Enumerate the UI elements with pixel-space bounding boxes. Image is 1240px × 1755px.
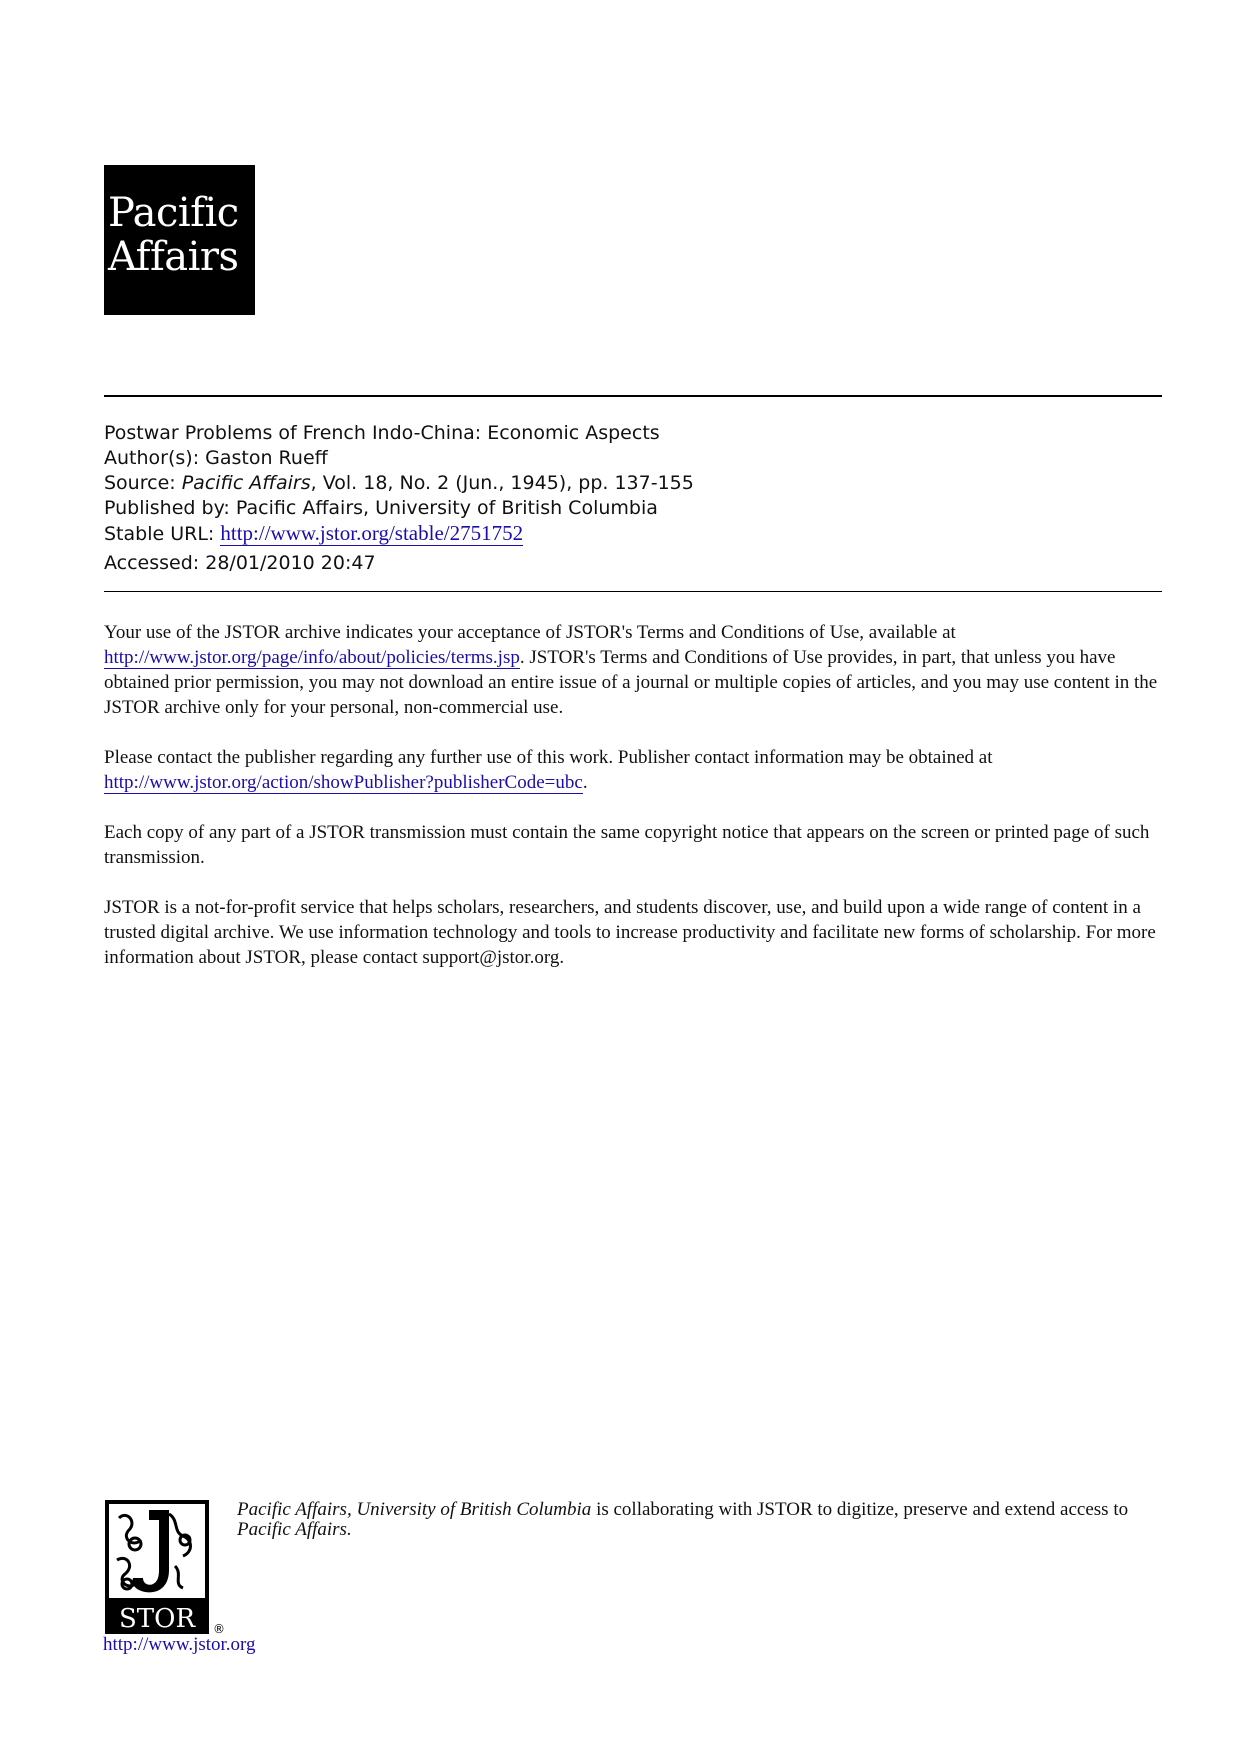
source-detail: , Vol. 18, No. 2 (Jun., 1945), pp. 137-155 [310, 472, 694, 494]
source-line [104, 471, 1162, 496]
collab-publisher: Pacific Affairs, University of British Columbia [237, 1499, 592, 1520]
jstor-home-link[interactable]: http://www.jstor.org [103, 1634, 256, 1655]
collaboration-statement [237, 1500, 1157, 1540]
source-label: Source: [104, 472, 176, 494]
author-line [104, 446, 1162, 471]
publisher-line [104, 496, 1162, 521]
accessed-date: 28/01/2010 20:47 [205, 552, 376, 574]
publisher-text-b: . [582, 772, 588, 793]
logo-line-1: Pacific [108, 190, 239, 236]
collab-journal: Pacific Affairs. [237, 1519, 352, 1540]
pacific-affairs-logo [104, 165, 255, 315]
middle-divider [104, 591, 1162, 592]
collab-text: is collaborating with JSTOR to digitize, preserve and extend access to [591, 1499, 1129, 1520]
stable-url-label: Stable URL: [104, 523, 215, 545]
article-title: Postwar Problems of French Indo-China: Economic Aspects [104, 422, 660, 444]
logo-line-2: Affairs [108, 234, 239, 280]
top-divider [104, 395, 1162, 397]
notice-paragraph-terms [104, 620, 1162, 720]
publisher-text-a: Please contact the publisher regarding any further use of this work. Publisher contact information may be obtained at [104, 747, 993, 768]
jstor-logo-text: STOR [118, 1604, 196, 1634]
terms-text-a: Your use of the JSTOR archive indicates your acceptance of JSTOR's Terms and Conditions of Use, available at [104, 622, 956, 643]
terms-notice [104, 620, 1162, 995]
author-name: Gaston Rueff [205, 447, 328, 469]
registered-mark: ® [213, 1622, 225, 1636]
footer-url [103, 1634, 256, 1656]
terms-text-b: . JSTOR's Terms and Conditions of Use provides, in part, that unless you have obtained prior permission, you may not download an entire issue of a journal or multiple copies of articles, and you may use content in the JSTOR archive only for your personal, non-commercial use. [104, 647, 1158, 718]
author-label: Author(s): [104, 447, 200, 469]
article-metadata [104, 421, 1162, 576]
jstor-logo [105, 1500, 209, 1634]
source-journal: Pacific Affairs [181, 472, 311, 494]
notice-paragraph-publisher [104, 745, 1162, 795]
publisher-name: Pacific Affairs, University of British Columbia [235, 497, 658, 519]
terms-link[interactable]: http://www.jstor.org/page/info/about/policies/terms.jsp [104, 647, 520, 668]
published-label: Published by: [104, 497, 230, 519]
accessed-label: Accessed: [104, 552, 200, 574]
notice-paragraph-about: JSTOR is a not-for-profit service that helps scholars, researchers, and students discover, use, and build upon a wide range of content in a trusted digital archive. We use information technology and tools to increase productivity and facilitate new forms of scholarship. For more information about JSTOR, please contact support@jstor.org. [104, 897, 1156, 968]
accessed-line [104, 551, 1162, 576]
stable-url-link[interactable]: http://www.jstor.org/stable/2751752 [220, 521, 524, 545]
stable-url-line [104, 521, 1162, 546]
publisher-contact-link[interactable]: http://www.jstor.org/action/showPublisher?publisherCode=ubc [104, 772, 583, 793]
notice-paragraph-copyright: Each copy of any part of a JSTOR transmission must contain the same copyright notice that appears on the screen or printed page of such transmission. [104, 822, 1150, 868]
